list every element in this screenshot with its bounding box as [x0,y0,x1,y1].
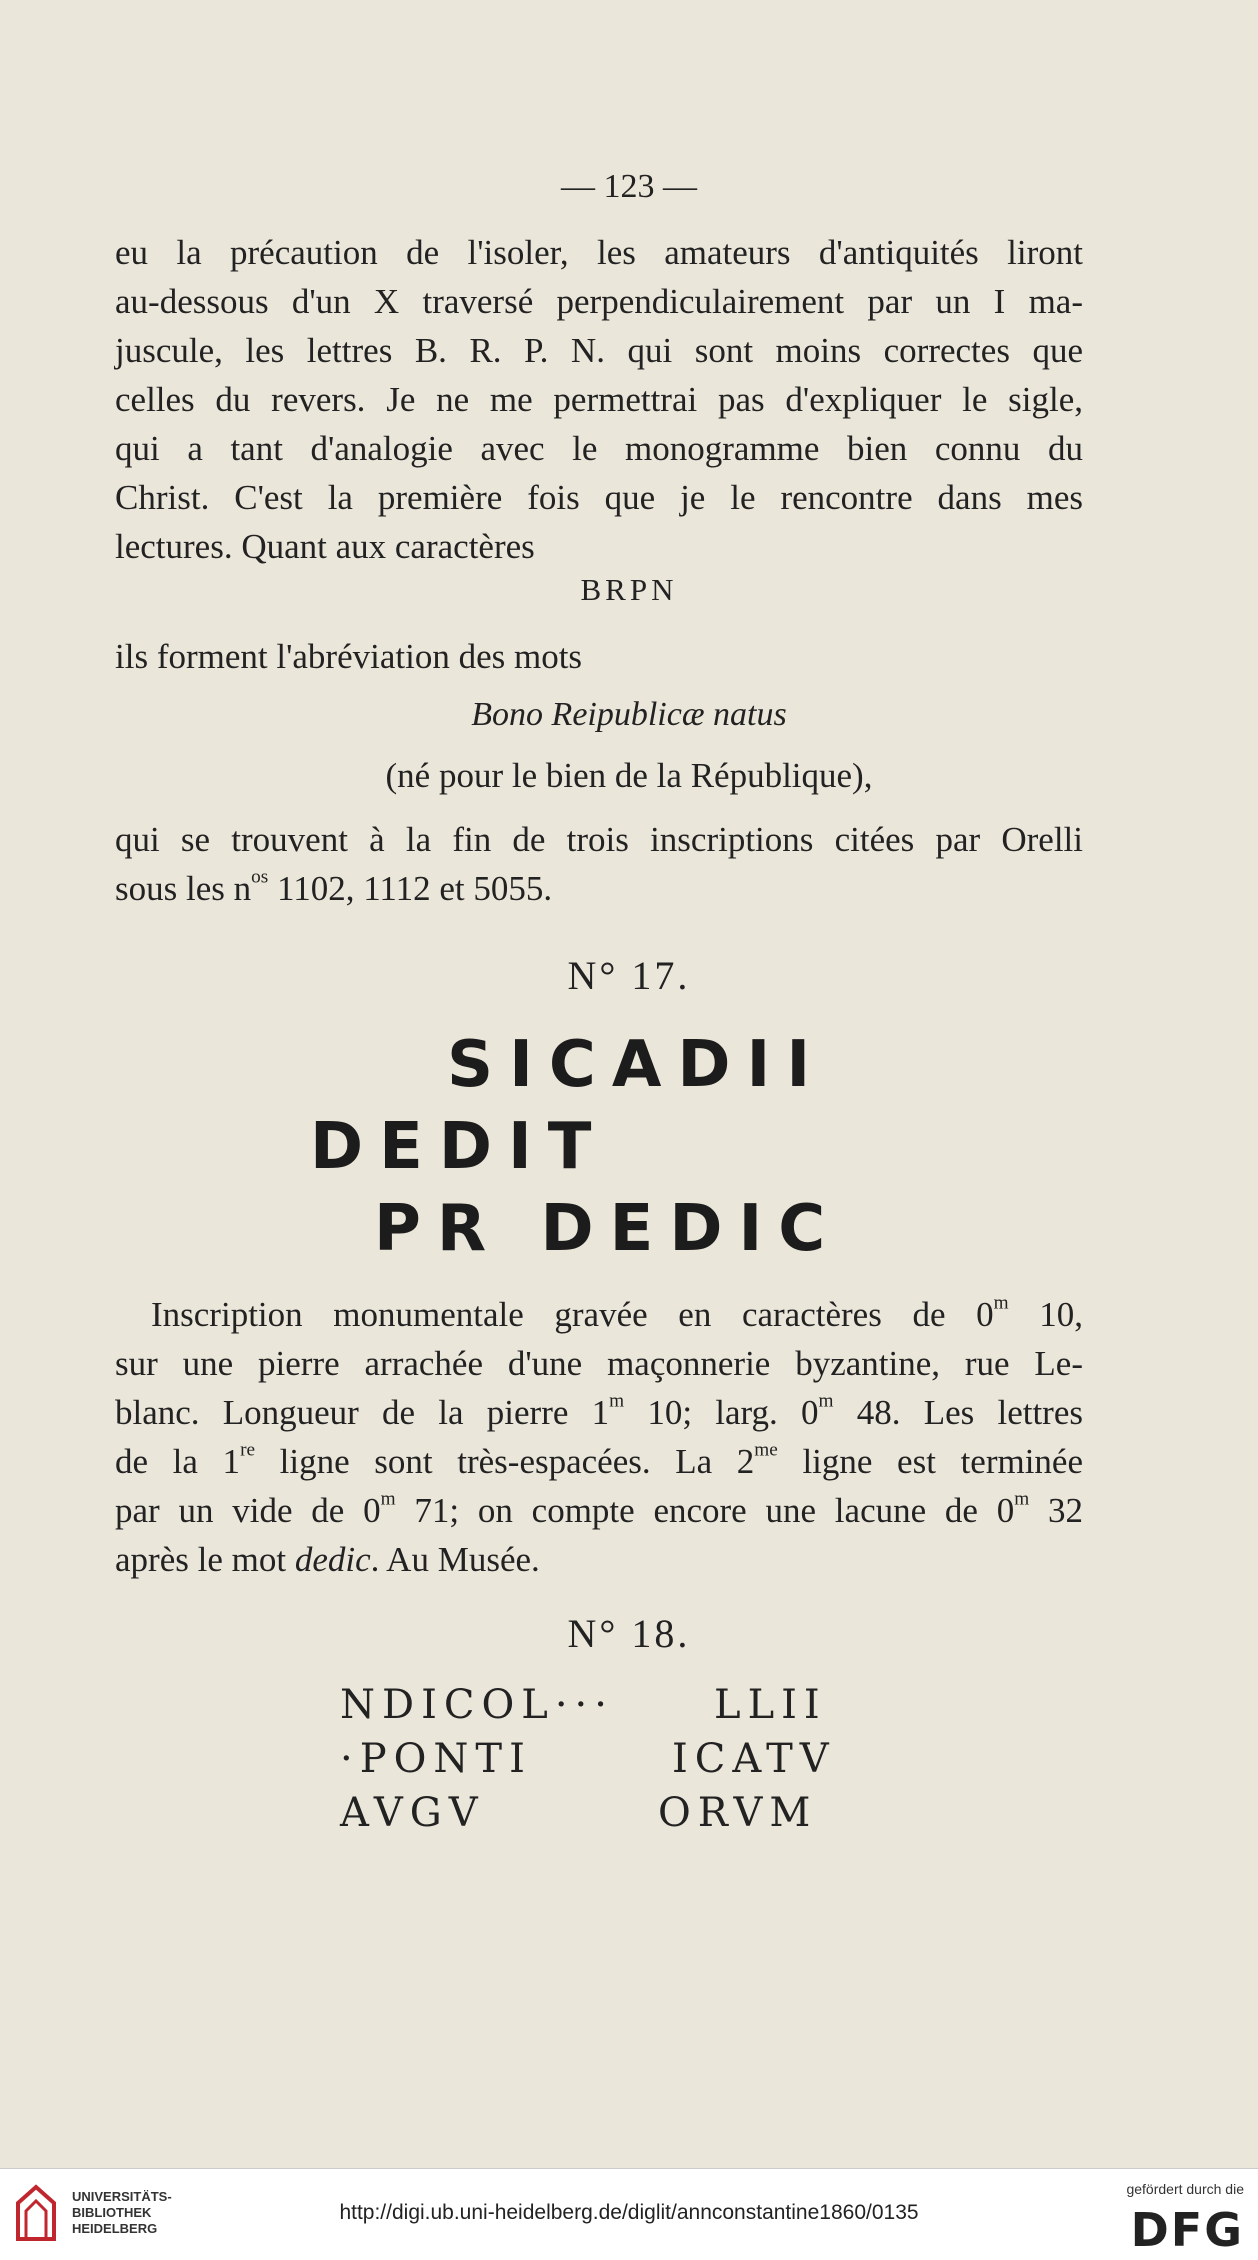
inscription-18-right-1: LLII [714,1682,827,1728]
section-heading-17: N° 17. [567,953,691,998]
inscription-18-left-2: ·PONTI [340,1736,532,1782]
paragraph-mots [115,632,1083,681]
inscription-18-left-1: NDICOL··· [340,1682,614,1728]
funding-note: gefördert durch die [1126,2181,1244,2197]
latin-phrase: Bono Reipublicæ natus [471,696,787,733]
text-line: sous les $n^{os}$ 1102, 1112 et 5055. [115,866,553,908]
library-name: UNIVERSITÄTS- BIBLIOTHEK HEIDELBERG [72,2189,172,2236]
paragraph-2 [115,815,1083,913]
permalink-url[interactable]: http://digi.ub.uni-heidelberg.de/diglit/annconstantine1860/0135 [339,2201,919,2224]
text-line: qui a tant d'analogie avec le monogramme bien connu du [115,429,1083,468]
inscription-17-line-2: DEDIT [310,1110,608,1184]
text-line: lectures. Quant aux caractères [115,527,535,566]
inscription-17-line-1: SICADII [447,1028,827,1102]
paragraph-1 [115,228,1083,571]
text-line: juscule, les lettres B. R. P. N. qui sont moins correctes que [115,331,1083,370]
text-line: eu la précaution de l'isoler, les amateurs d'antiquités liront [115,233,1083,272]
dfg-logo: DFG [1130,2203,1244,2257]
page-number: — 123 — [561,168,697,205]
section-heading-18: N° 18. [567,1611,691,1656]
inscription-18-left-3: AVGV [340,1790,485,1836]
inscription-18-right-3: ORVM [658,1790,818,1836]
text-line: Christ. C'est la première fois que je le rencontre dans mes [115,478,1083,517]
paragraph-3 [115,1290,1083,1584]
text-line: par un vide de 0$^m$ 71; on compte encore une lacune de 0$^m$ 32 [115,1488,1083,1530]
inscription-18-right-2: ICATV [672,1736,836,1782]
text-line: sur une pierre arrachée d'une maçonnerie byzantine, rue Le- [115,1344,1083,1383]
text-line: qui se trouvent à la fin de trois inscriptions citées par Orelli [115,820,1083,859]
text-line: blanc. Longueur de la pierre 1$^m$ 10; larg. 0$^m$ 48. Les lettres [115,1390,1083,1432]
viewer-footer [0,2168,1258,2260]
brpn-abbreviation: BRPN [580,572,678,607]
text-line: au-dessous d'un X traversé perpendiculairement par un I ma- [115,282,1083,321]
text-line: ils forment l'abréviation des mots [115,637,583,676]
translation-phrase: (né pour le bien de la République), [385,756,873,795]
text-line: Inscription monumentale gravée en caractères de 0$^m$ 10, [151,1292,1083,1334]
text-line: de la 1re ligne sont très-espacées. La $2^{me}$ ligne est terminée [115,1439,1083,1481]
inscription-17-line-3: PR DEDIC [374,1192,842,1266]
text-line: celles du revers. Je ne me permettrai pas d'expliquer le sigle, [115,380,1083,419]
text-line: après le mot dedic. Au Musée. [115,1540,540,1579]
